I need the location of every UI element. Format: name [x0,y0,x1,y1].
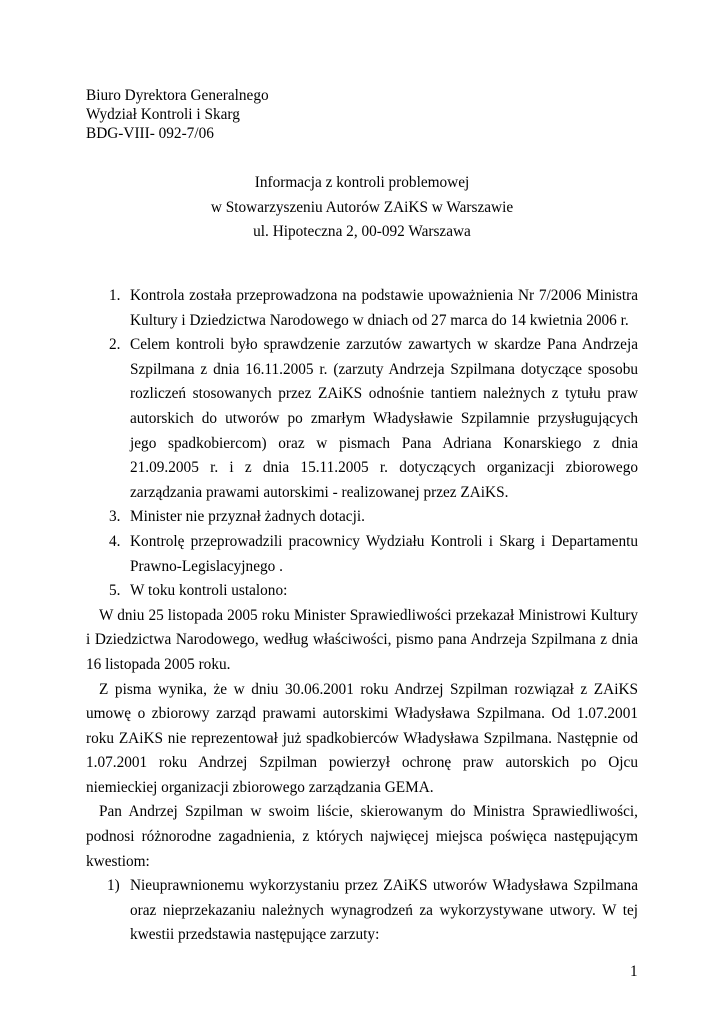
sub-item-text: Nieuprawnionemu wykorzystaniu przez ZAiKS utworów Władysława Szpilmana oraz nieprzekazaniu należnych wynagrodzeń za wykorzystywane utwory. W tej kwestii przedstawia następujące zarzuty: [130,877,638,944]
numbered-item [86,333,638,505]
title-line-3: ul. Hipoteczna 2, 00-092 Warszawa [253,223,471,240]
item-text: Minister nie przyznał żadnych dotacji. [130,508,365,526]
header-department: Wydział Kontroli i Skarg [86,106,240,123]
item-number: 3. [109,508,121,526]
page-number: 1 [630,963,638,980]
document-title [0,171,724,245]
title-line-1: Informacja z kontroli problemowej [254,174,470,191]
numbered-item [86,530,638,579]
header-reference-number: BDG-VIII- 092-7/06 [86,125,214,142]
numbered-item [86,579,638,604]
item-number: 5. [109,582,121,600]
item-text: Kontrola została przeprowadzona na podstawie upoważnienia Nr 7/2006 Ministra Kultury i Dziedzictwa Narodowego w dniach od 27 marca do 14 kwietnia 2006 r. [130,287,638,329]
item-text: Kontrolę przeprowadzili pracownicy Wydziału Kontroli i Skarg i Departamentu Prawno-Legislacyjnego . [130,532,638,575]
item-text: Celem kontroli było sprawdzenie zarzutów zawartych w skardze Pana Andrzeja Szpilmana z dnia 16.11.2005 r. (zarzuty Andrzeja Szpilmana dotyczące sposobu rozliczeń stosowanych przez ZAiKS odnośnie tantiem należnych z tytułu praw autorskich do utworów po zmarłym Władysławie Szpilamnie przysługujących jego spadkobiercom) oraz w pismach Pana Adriana Konarskiego z dnia 21.09.2005 r. i z dnia 15.11.2005 r. dotyczących organizacji zbiorowego zarządzania prawami autorskimi - realizowanej przez ZAiKS. [130,336,638,501]
item-number: 1. [109,287,121,304]
numbered-item [86,505,638,530]
sub-item [86,874,638,948]
paragraph: W dniu 25 listopada 2005 roku Minister Sprawiedliwości przekazał Ministrowi Kultury i Dziedzictwa Narodowego, według właściwości, pismo pana Andrzeja Szpilmana z dnia 16 listopada 2005 roku. [86,606,638,673]
header-office: Biuro Dyrektora Generalnego [86,87,269,104]
item-text: W toku kontroli ustalono: [130,582,288,600]
item-number: 4. [109,532,121,550]
paragraph: Z pisma wynika, że w dniu 30.06.2001 roku Andrzej Szpilman rozwiązał z ZAiKS umowę o zbiorowy zarząd prawami autorskimi Władysława Szpilmana. Od 1.07.2001 roku ZAiKS nie reprezentował już spadkobierców Władysława Szpilmana. Następnie od 1.07.2001 roku Andrzej Szpilman powierzył ochronę praw autorskich po Ojcu niemieckiej organizacji zbiorowego zarządzania GEMA. [86,680,638,796]
document-header [86,86,269,143]
sub-item-number: 1) [107,877,120,895]
numbered-item [86,284,638,333]
paragraph: Pan Andrzej Szpilman w swoim liście, skierowanym do Ministra Sprawiedliwości, podnosi różnorodne zagadnienia, z których najwięcej miejsca poświęca następującym kwestiom: [86,803,638,870]
title-line-2: w Stowarzyszeniu Autorów ZAiKS w Warszawie [210,198,514,216]
document-body [86,284,638,948]
item-number: 2. [109,336,121,354]
